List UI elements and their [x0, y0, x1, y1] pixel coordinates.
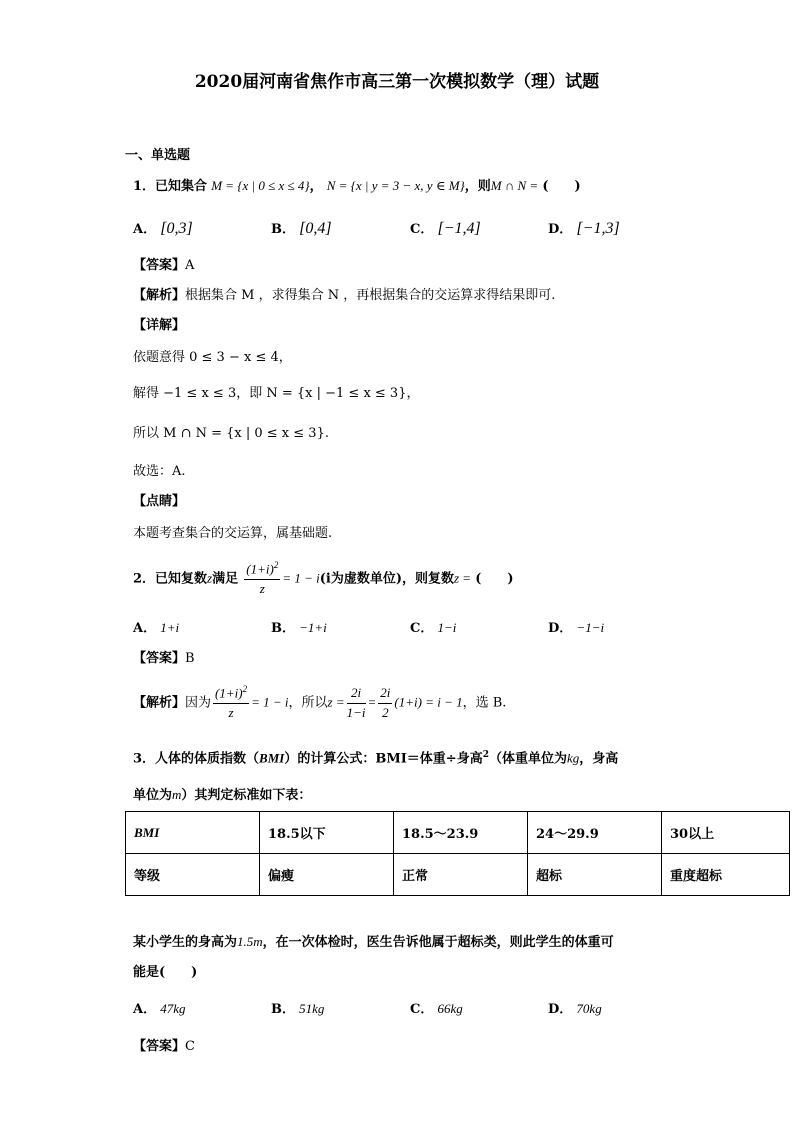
- q1-tail: ，则: [464, 179, 491, 194]
- q2-analysis: 【解析】因为 $\frac{(1+i)^2}{z}$ = 1 − i，所以z = $\frac{2i}{1-i}$ = $\frac{2i}{2}$ (1+i) = i − 1，选 B.: [133, 684, 507, 721]
- q3-stem-line2: 单位为m）其判定标准如下表：: [133, 787, 312, 803]
- q2-option-a: A． 1+i: [133, 620, 180, 636]
- table-cell: 18.5～23.9: [394, 812, 528, 854]
- table-row: [126, 812, 790, 854]
- q1-option-a: A． [0,3]: [133, 220, 193, 237]
- q1-option-b: B． [0,4]: [271, 220, 332, 237]
- q3-stem-line1: 3．人体的体质指数（BMI）的计算公式：BMI＝体重÷身高$^2$（体重单位为kg，身高: [133, 750, 619, 767]
- q1-comment: 本题考查集合的交运算，属基础题.: [133, 526, 333, 541]
- table-cell: 30以上: [662, 812, 790, 854]
- q1-answer: 【答案】A: [133, 258, 195, 273]
- table-cell: BMI: [126, 812, 260, 854]
- q2-fraction: $\frac{(1+i)^2}{z}$: [246, 560, 279, 597]
- q1-analysis: 【解析】根据集合 M ，求得集合 N ，再根据集合的交运算求得结果即可.: [133, 288, 556, 303]
- q1-stem: [133, 178, 581, 195]
- q3-option-a: A． 47kg: [133, 1001, 186, 1017]
- q2-option-b: B． −1+i: [271, 620, 327, 636]
- page-title: 2020届河南省焦作市高三第一次模拟数学（理）试题: [194, 72, 600, 92]
- q1-detail-line2: 解得 −1 ≤ x ≤ 3，即 N = {x | −1 ≤ x ≤ 3}，: [133, 386, 420, 401]
- q3-option-b: B． 51kg: [271, 1001, 325, 1017]
- table-cell: 偏瘦: [260, 854, 394, 896]
- q1-detail-line1: 依题意得 0 ≤ 3 − x ≤ 4，: [133, 350, 292, 365]
- table-cell: 正常: [394, 854, 528, 896]
- q2-answer: 【答案】B: [133, 651, 195, 666]
- q1-paren: ( ): [542, 179, 581, 194]
- q2-option-c: C． 1−i: [410, 620, 457, 636]
- q1-comment-label: 【点睛】: [133, 494, 186, 509]
- q3-option-d: D． 70kg: [548, 1001, 602, 1017]
- q1-set-m: M = {x | 0 ≤ x ≤ 4}: [211, 178, 310, 193]
- table-cell: 24～29.9: [528, 812, 662, 854]
- q3-answer: 【答案】C: [133, 1039, 195, 1054]
- q1-detail-label: 【详解】: [133, 318, 186, 333]
- q1-ask: M ∩ N =: [490, 178, 539, 193]
- q3-option-c: C． 66kg: [410, 1001, 463, 1017]
- table-cell: 18.5以下: [260, 812, 394, 854]
- bmi-table: [125, 811, 790, 896]
- section-heading: 一、单选题: [125, 148, 191, 163]
- q1-number: 1．已知集合: [133, 179, 208, 194]
- table-cell: 重度超标: [662, 854, 790, 896]
- q1-detail-line3: 所以 M ∩ N = {x | 0 ≤ x ≤ 3}.: [133, 426, 329, 441]
- q2-stem: 2．已知复数z满足 $\frac{(1+i)^2}{z}$ = 1 − i(i为虚数单位)，则复数z = ( ): [133, 560, 514, 597]
- q1-option-d: D． [−1,3]: [548, 220, 620, 237]
- q1-detail-line4: 故选：A.: [133, 464, 186, 479]
- table-cell: 超标: [528, 854, 662, 896]
- q3-stem-line3: 某小学生的身高为1.5m，在一次体检时，医生告诉他属于超标类，则此学生的体重可: [133, 934, 614, 950]
- q3-stem-line4: 能是( ): [133, 965, 198, 980]
- q1-set-n: N = {x | y = 3 − x, y ∈ M}: [326, 178, 465, 193]
- q1-separator: ，: [309, 179, 323, 194]
- table-row: [126, 854, 790, 896]
- q2-option-d: D． −1−i: [548, 620, 605, 636]
- table-cell: 等级: [126, 854, 260, 896]
- q1-option-c: C． [−1,4]: [410, 220, 481, 237]
